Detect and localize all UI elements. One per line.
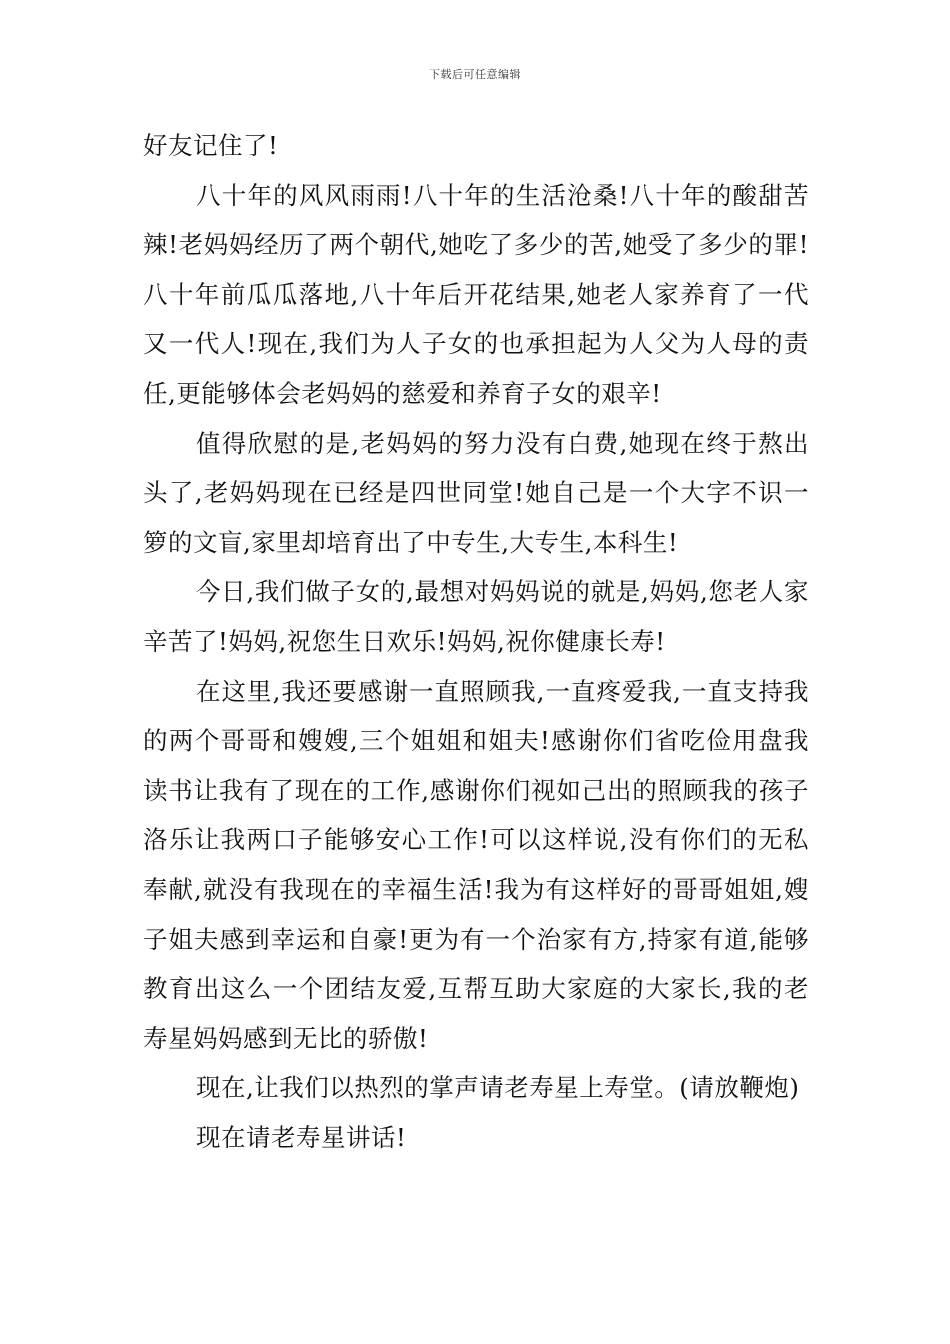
paragraph: 现在请老寿星讲话! xyxy=(196,1122,407,1152)
paragraph: 好友记住了! xyxy=(143,131,279,160)
paragraph: 值得欣慰的是,老妈妈的努力没有白费,她现在终于熬出头了,老妈妈现在已经是四世同堂!她自己是一个大字不识一箩的文盲,家里却培育出了中专生,大专生,本科生! xyxy=(143,428,809,557)
page-header: 下载后可任意编辑 xyxy=(429,68,521,81)
paragraph: 今日,我们做子女的,最想对妈妈说的就是,妈妈,您老人家辛苦了!妈妈,祝您生日欢乐!妈妈,祝你健康长寿! xyxy=(143,577,809,656)
paragraph: 在这里,我还要感谢一直照顾我,一直疼爱我,一直支持我的两个哥哥和嫂嫂,三个姐姐和姐夫!感谢你们省吃俭用盘我读书让我有了现在的工作,感谢你们视如己出的照顾我的孩子洛乐让我两口子能够安心工作!可以这样说,没有你们的无私奉献,就没有我现在的幸福生活!我为有这样好的哥哥姐姐,嫂子姐夫感到幸运和自豪!更为有一个治家有方,持家有道,能够教育出这么一个团结友爱,互帮互助大家庭的大家长,我的老寿星妈妈感到无比的骄傲! xyxy=(143,676,809,1053)
document-body xyxy=(143,121,809,1162)
paragraph: 八十年的风风雨雨!八十年的生活沧桑!八十年的酸甜苦辣!老妈妈经历了两个朝代,她吃了多少的苦,她受了多少的罪!八十年前瓜瓜落地,八十年后开花结果,她老人家养育了一代又一代人!现在,我们为人子女的也承担起为人父为人母的责任,更能够体会老妈妈的慈爱和养育子女的艰辛! xyxy=(143,180,809,408)
paragraph: 现在,让我们以热烈的掌声请老寿星上寿堂。(请放鞭炮) xyxy=(196,1073,800,1103)
